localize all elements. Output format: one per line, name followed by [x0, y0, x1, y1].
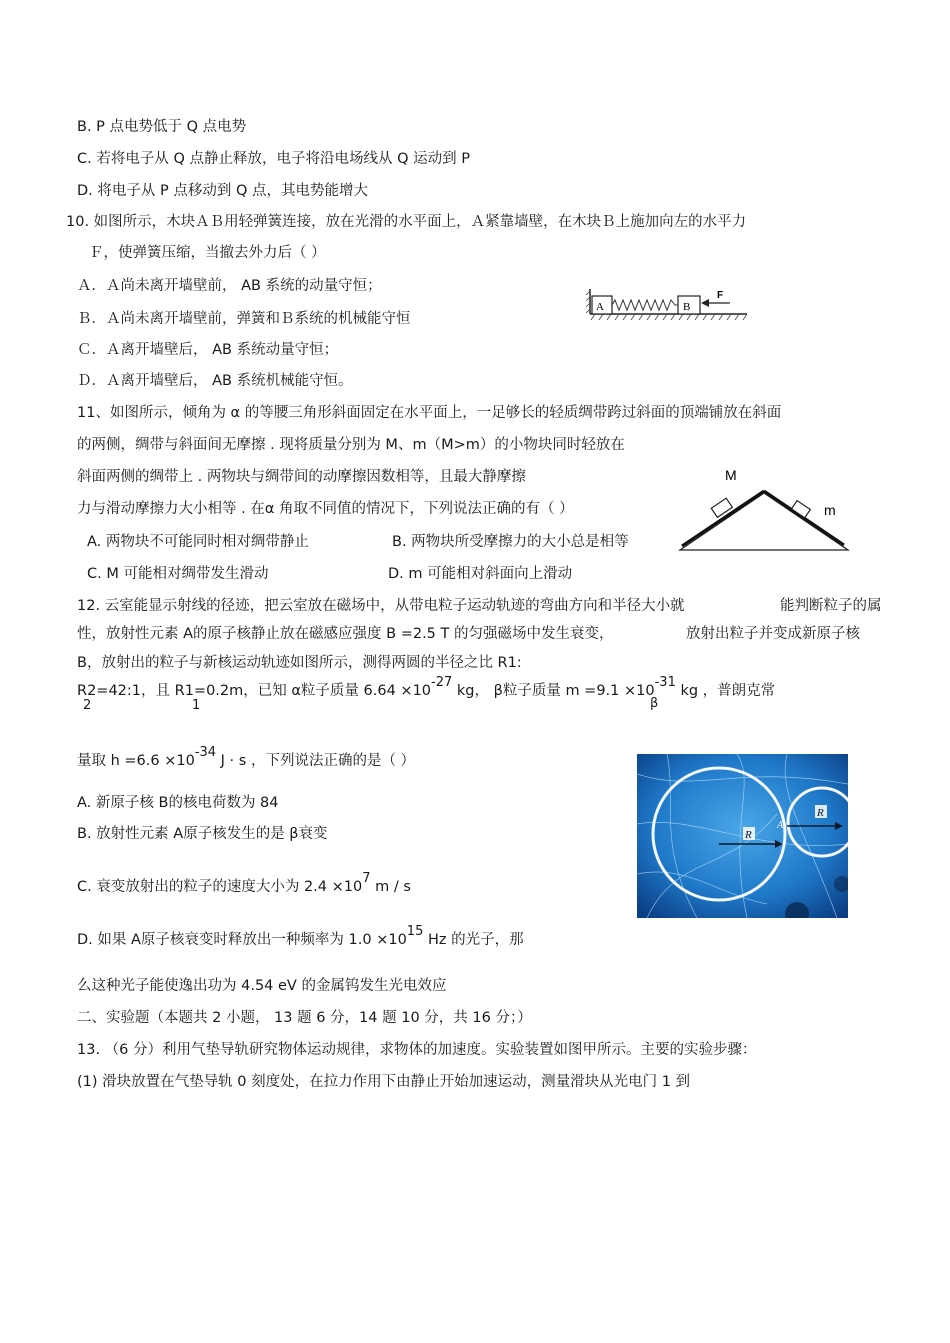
q12-line5-text: 量取 h =6.6 ×10	[77, 753, 195, 769]
q12-option-b: B. 放射性元素 A原子核发生的是 β衰变	[77, 826, 328, 842]
q11-stem-line3: 斜面两侧的绸带上 . 两物块与绸带间的动摩擦因数相等，且最大静摩擦	[77, 469, 526, 485]
q12-line5-text2: J · s ，下列说法正确的是（ ）	[216, 753, 416, 769]
q12-option-c-unit: m / s	[370, 879, 411, 895]
q12-line4-text2: kg， β粒子质量 m =9.1 ×10	[452, 683, 655, 699]
subscript-1: 1	[192, 698, 201, 713]
q11-option-b: B. 两物块所受摩擦力的大小总是相等	[392, 534, 629, 550]
q12-option-d-cont: 么这种光子能使逸出功为 4.54 eV 的金属钨发生光电效应	[77, 978, 447, 994]
q12-option-c-text: C. 衰变放射出的粒子的速度大小为 2.4 ×10	[77, 879, 363, 895]
q11-option-d: D. m 可能相对斜面向上滑动	[388, 566, 573, 582]
incline-figure	[676, 464, 854, 556]
q12-line5-exponent: -34	[194, 745, 217, 760]
ribbon-left	[682, 491, 764, 546]
spring-figure	[585, 285, 750, 325]
q11-stem-line2: 的两侧，绸带与斜面间无摩擦 . 现将质量分别为 M、m（M>m）的小物块同时轻放在	[77, 437, 625, 453]
q12-line4-text: R2=42:1，且 R1=0.2m，已知 α粒子质量 6.64 ×10	[77, 683, 432, 699]
cloud-chamber-photo	[637, 754, 848, 918]
q12-option-d-exponent: 15	[406, 924, 424, 939]
q12-option-a: A. 新原子核 B的核电荷数为 84	[77, 795, 279, 811]
force-arrow	[701, 299, 709, 307]
q11-stem-line1: 11、如图所示，倾角为 α 的等腰三角形斜面固定在水平面上，一足够长的轻质绸带跨过斜面的顶端铺放在斜面	[77, 405, 782, 421]
q10-option-d: Ｄ．Ａ离开墙壁后， AB 系统机械能守恒。	[77, 373, 353, 389]
q9-option-c: C. 若将电子从 Q 点静止释放，电子将沿电场线从 Q 运动到 P	[77, 151, 470, 167]
q12-option-d-unit: Hz 的光子，那	[423, 932, 524, 948]
block-small	[791, 501, 810, 518]
q12-stem-line2a: 性，放射性元素 A的原子核静止放在磁感应强度 B =2.5 T 的匀强磁场中发生衰变，	[77, 626, 614, 642]
q9-option-d: D. 将电子从 P 点移动到 Q 点，其电势能增大	[77, 183, 368, 199]
q10-stem-line1: 10. 如图所示，木块ＡＢ用轻弹簧连接，放在光滑的水平面上，Ａ紧靠墙壁，在木块Ｂ上施加向左的水平力	[66, 214, 747, 230]
radius-right-label: R	[817, 807, 824, 819]
subscript-2: 2	[83, 698, 92, 713]
q12-stem-line1b: 能判断粒子的属	[780, 598, 882, 614]
q10-stem-line2: Ｆ，使弹簧压缩，当撤去外力后（ ）	[89, 245, 326, 261]
q10-option-c: Ｃ．Ａ离开墙壁后， AB 系统动量守恒；	[77, 342, 339, 358]
force-label: F	[717, 290, 724, 301]
block-b-label: B	[683, 301, 691, 313]
q11-stem-line4: 力与滑动摩擦力大小相等 . 在α 角取不同值的情况下，下列说法正确的有（ ）	[77, 501, 574, 517]
incline	[680, 493, 848, 550]
q13-stem-line2: (1) 滑块放置在气垫导轨 0 刻度处，在拉力作用下由静止开始加速运动，测量滑块从光电门 1 到	[77, 1074, 691, 1090]
q12-stem-line2b: 放射出粒子并变成新原子核	[686, 626, 860, 642]
q11-option-c: C. M 可能相对绸带发生滑动	[87, 566, 269, 582]
section-2-heading: 二、实验题（本题共 2 小题， 13 题 6 分，14 题 10 分，共 16 分；）	[77, 1010, 532, 1026]
mass-big-label: M	[725, 467, 737, 483]
q12-stem-line4	[77, 675, 776, 701]
subscript-beta: β	[650, 696, 659, 711]
q10-option-a: Ａ．Ａ尚未离开墙壁前， AB 系统的动量守恒；	[77, 278, 382, 294]
q9-option-b: B. P 点电势低于 Q 点电势	[77, 119, 247, 135]
q12-line4-text3: kg ，普朗克常	[675, 683, 776, 699]
q12-stem-line5	[77, 745, 416, 771]
block-a-label: A	[596, 301, 604, 313]
q12-option-d-text: D. 如果 A原子核衰变时释放出一种频率为 1.0 ×10	[77, 932, 407, 948]
q12-line4-exponent2: -31	[654, 675, 676, 690]
spring	[612, 300, 678, 310]
q12-stem-line1a: 12. 云室能显示射线的径迹，把云室放在磁场中，从带电粒子运动轨迹的弯曲方向和半径大小就	[77, 598, 685, 614]
q11-option-a: A. 两物块不可能同时相对绸带静止	[87, 534, 309, 550]
q12-option-d	[77, 924, 524, 950]
radius-left-label: R	[745, 829, 752, 841]
q10-option-b: Ｂ．Ａ尚未离开墙壁前，弹簧和Ｂ系统的机械能守恒	[77, 311, 411, 327]
q12-line4-exponent: -27	[431, 675, 453, 690]
q12-option-c-exponent: 7	[362, 871, 371, 886]
nucleus-label: A	[777, 820, 784, 831]
q13-stem-line1: 13. （6 分）利用气垫导轨研究物体运动规律，求物体的加速度。实验装置如图甲所示。主要的实验步骤：	[77, 1042, 757, 1058]
mass-small-label: m	[824, 502, 836, 518]
q12-stem-line3: B，放射出的粒子与新核运动轨迹如图所示，测得两圆的半径之比 R1:	[77, 655, 522, 671]
q12-option-c	[77, 871, 411, 897]
